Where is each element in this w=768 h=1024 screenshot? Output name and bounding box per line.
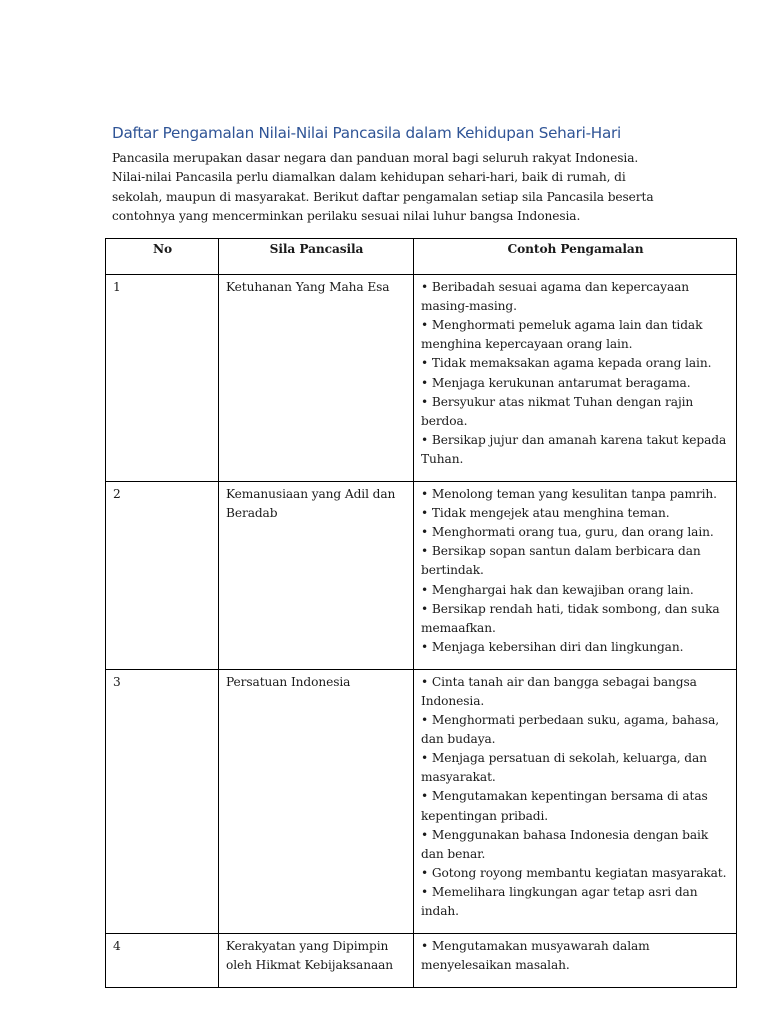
bullet-icon: •	[421, 394, 429, 409]
table-body	[106, 275, 737, 988]
contoh-item-text: Menjaga kerukunan antarumat beragama.	[431, 375, 691, 390]
contoh-item	[421, 749, 730, 787]
contoh-item	[421, 864, 730, 883]
contoh-item	[421, 504, 730, 523]
header-contoh: Contoh Pengamalan	[414, 239, 737, 275]
contoh-item-text: Menjaga kebersihan diri dan lingkungan.	[431, 639, 684, 654]
bullet-icon: •	[421, 318, 429, 333]
contoh-item-text: Menghormati pemeluk agama lain dan tidak menghina kepercayaan orang lain.	[421, 318, 703, 352]
contoh-item-text: Bersikap jujur dan amanah karena takut kepada Tuhan.	[421, 432, 727, 466]
contoh-item	[421, 711, 730, 749]
cell-no: 1	[106, 275, 219, 482]
cell-contoh	[414, 669, 737, 933]
intro-paragraph: Pancasila merupakan dasar negara dan panduan moral bagi seluruh rakyat Indonesia. Nilai-nilai Pancasila perlu diamalkan dalam kehidupan sehari-hari, baik di rumah, di sekolah, maupun di masyarakat. Berikut daftar pengamalan setiap sila Pancasila beserta contohnya yang mencerminkan perilaku sesuai nilai luhur bangsa Indonesia.	[112, 151, 654, 223]
bullet-icon: •	[421, 751, 429, 766]
contoh-item-text: Mengutamakan musyawarah dalam menyelesaikan masalah.	[421, 939, 650, 973]
contoh-item	[421, 354, 730, 373]
document-title: Daftar Pengamalan Nilai-Nilai Pancasila dalam Kehidupan Sehari-Hari	[112, 124, 621, 142]
header-no: No	[106, 239, 219, 275]
contoh-item-text: Menjaga persatuan di sekolah, keluarga, dan masyarakat.	[421, 751, 707, 785]
bullet-icon: •	[421, 544, 429, 559]
contoh-item	[421, 431, 730, 469]
bullet-icon: •	[421, 827, 429, 842]
table-row	[106, 275, 737, 482]
contoh-item	[421, 542, 730, 580]
contoh-item	[421, 485, 730, 504]
contoh-item	[421, 316, 730, 354]
contoh-item-text: Menghargai hak dan kewajiban orang lain.	[431, 582, 694, 597]
bullet-icon: •	[421, 356, 429, 371]
bullet-icon: •	[421, 789, 429, 804]
contoh-item-text: Bersyukur atas nikmat Tuhan dengan rajin berdoa.	[421, 394, 694, 428]
contoh-item	[421, 673, 730, 711]
header-sila: Sila Pancasila	[219, 239, 414, 275]
contoh-item-text: Bersikap rendah hati, tidak sombong, dan suka memaafkan.	[421, 601, 720, 635]
cell-sila: Ketuhanan Yang Maha Esa	[219, 275, 414, 482]
table-row	[106, 482, 737, 670]
contoh-item-text: Tidak mengejek atau menghina teman.	[431, 506, 670, 521]
contoh-item	[421, 581, 730, 600]
bullet-icon: •	[421, 601, 429, 616]
pancasila-table	[105, 238, 737, 988]
table-header-row	[106, 239, 737, 275]
contoh-item	[421, 374, 730, 393]
contoh-item-text: Menghormati orang tua, guru, dan orang lain.	[431, 525, 714, 540]
table-row	[106, 669, 737, 933]
contoh-item-text: Menolong teman yang kesulitan tanpa pamrih.	[431, 487, 717, 502]
bullet-icon: •	[421, 506, 429, 521]
cell-no: 4	[106, 934, 219, 988]
table-row	[106, 934, 737, 988]
contoh-item-text: Memelihara lingkungan agar tetap asri dan indah.	[421, 884, 698, 918]
contoh-item	[421, 638, 730, 657]
contoh-item	[421, 937, 730, 975]
contoh-item-text: Menghormati perbedaan suku, agama, bahasa, dan budaya.	[421, 713, 720, 747]
contoh-item-text: Mengutamakan kepentingan bersama di atas kepentingan pribadi.	[421, 789, 708, 823]
contoh-item-text: Bersikap sopan santun dalam berbicara dan bertindak.	[421, 544, 701, 578]
bullet-icon: •	[421, 525, 429, 540]
cell-no: 2	[106, 482, 219, 670]
contoh-item	[421, 600, 730, 638]
bullet-icon: •	[421, 432, 429, 447]
contoh-item-text: Gotong royong membantu kegiatan masyarakat.	[431, 865, 727, 880]
bullet-icon: •	[421, 280, 429, 295]
contoh-item	[421, 393, 730, 431]
contoh-item	[421, 787, 730, 825]
bullet-icon: •	[421, 713, 429, 728]
bullet-icon: •	[421, 884, 429, 899]
contoh-item-text: Tidak memaksakan agama kepada orang lain.	[431, 356, 712, 371]
cell-no: 3	[106, 669, 219, 933]
contoh-item-text: Beribadah sesuai agama dan kepercayaan masing-masing.	[421, 280, 690, 314]
cell-sila: Kerakyatan yang Dipimpin oleh Hikmat Kebijaksanaan	[219, 934, 414, 988]
cell-sila: Persatuan Indonesia	[219, 669, 414, 933]
contoh-item-text: Cinta tanah air dan bangga sebagai bangsa Indonesia.	[421, 674, 697, 708]
cell-sila: Kemanusiaan yang Adil dan Beradab	[219, 482, 414, 670]
contoh-item	[421, 523, 730, 542]
bullet-icon: •	[421, 674, 429, 689]
cell-contoh	[414, 482, 737, 670]
bullet-icon: •	[421, 939, 429, 954]
bullet-icon: •	[421, 375, 429, 390]
bullet-icon: •	[421, 639, 429, 654]
contoh-item	[421, 883, 730, 921]
cell-contoh	[414, 934, 737, 988]
contoh-item	[421, 278, 730, 316]
cell-contoh	[414, 275, 737, 482]
contoh-item	[421, 826, 730, 864]
bullet-icon: •	[421, 865, 429, 880]
bullet-icon: •	[421, 582, 429, 597]
contoh-item-text: Menggunakan bahasa Indonesia dengan baik dan benar.	[421, 827, 709, 861]
bullet-icon: •	[421, 487, 429, 502]
